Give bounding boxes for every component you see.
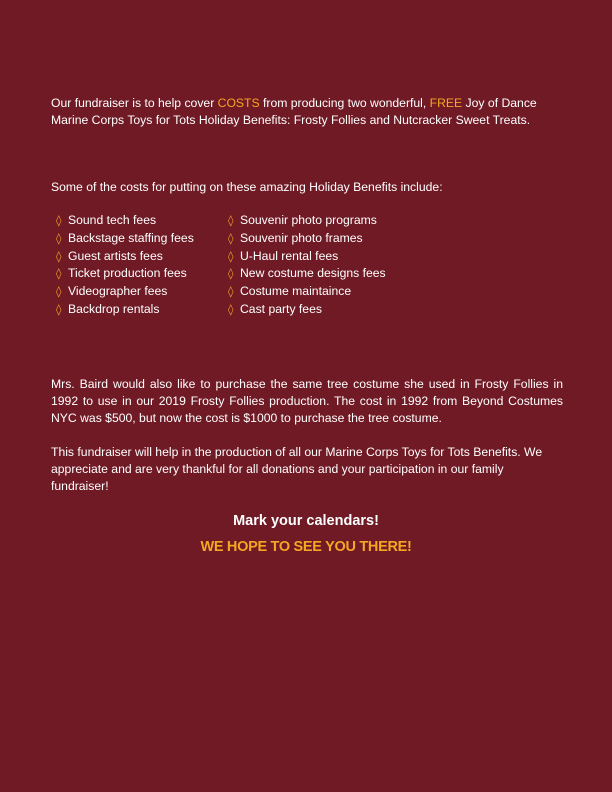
- intro-text-2: from producing two wonderful,: [259, 96, 430, 110]
- diamond-bullet-icon: ◊: [56, 249, 62, 263]
- diamond-bullet-icon: ◊: [228, 249, 234, 263]
- cost-list-item: [56, 248, 194, 266]
- cost-item-label: Backstage staffing fees: [68, 230, 194, 245]
- intro-text-3: Joy of Dance Marine Corps Toys for Tots Holiday Benefits: Frosty Follies and Nutcracker Sweet Treats.: [51, 96, 537, 127]
- see-you-there-heading: WE HOPE TO SEE YOU THERE!: [200, 539, 412, 555]
- costs-list-left: [56, 212, 194, 319]
- cost-item-label: Cast party fees: [240, 301, 322, 316]
- diamond-bullet-icon: ◊: [56, 285, 62, 299]
- intro-text-1: Our fundraiser is to help cover: [51, 96, 218, 110]
- diamond-bullet-icon: ◊: [228, 302, 234, 316]
- cost-item-label: Souvenir photo frames: [240, 230, 363, 245]
- diamond-bullet-icon: ◊: [56, 231, 62, 245]
- intro-paragraph: [51, 95, 563, 129]
- cost-list-item: [56, 212, 194, 230]
- cost-item-label: Backdrop rentals: [68, 301, 160, 316]
- fundraiser-paragraph: This fundraiser will help in the production of all our Marine Corps Toys for Tots Benefits. We appreciate and are very thankful for all donations and your participation in our family fundraiser!: [51, 445, 543, 493]
- cost-list-item: [228, 301, 386, 319]
- diamond-bullet-icon: ◊: [228, 285, 234, 299]
- cost-list-item: [56, 301, 194, 319]
- costs-lead-text: Some of the costs for putting on these amazing Holiday Benefits include:: [51, 180, 443, 194]
- cost-list-item: [56, 265, 194, 283]
- cost-list-item: [228, 230, 386, 248]
- cost-item-label: Costume maintaince: [240, 284, 352, 299]
- tree-costume-paragraph: Mrs. Baird would also like to purchase the same tree costume she used in Frosty Follies in 1992 to use in our 2019 Frosty Follies production. The cost in 1992 from Beyond Costumes NYC was $500, but now the cost is $1000 to purchase the tree costume.: [51, 377, 563, 425]
- cost-item-label: U-Haul rental fees: [240, 248, 339, 263]
- mark-calendars-heading: Mark your calendars!: [233, 513, 379, 529]
- cost-item-label: Ticket production fees: [68, 266, 187, 281]
- cost-list-item: [228, 248, 386, 266]
- cost-item-label: Videographer fees: [68, 284, 168, 299]
- costs-list-right: [228, 212, 386, 319]
- cost-list-item: [56, 230, 194, 248]
- cost-list-item: [228, 212, 386, 230]
- costs-highlight: COSTS: [217, 96, 260, 110]
- diamond-bullet-icon: ◊: [56, 267, 62, 281]
- cost-list-item: [228, 283, 386, 301]
- free-highlight: FREE: [429, 96, 463, 110]
- cost-item-label: Souvenir photo programs: [240, 213, 377, 227]
- cost-item-label: New costume designs fees: [240, 266, 386, 281]
- cost-list-item: [228, 265, 386, 283]
- diamond-bullet-icon: ◊: [228, 267, 234, 281]
- cost-item-label: Guest artists fees: [68, 248, 163, 263]
- diamond-bullet-icon: ◊: [228, 231, 234, 245]
- cost-item-label: Sound tech fees: [68, 213, 157, 227]
- diamond-bullet-icon: ◊: [56, 214, 62, 227]
- diamond-bullet-icon: ◊: [56, 302, 62, 316]
- diamond-bullet-icon: ◊: [228, 214, 234, 227]
- cost-list-item: [56, 283, 194, 301]
